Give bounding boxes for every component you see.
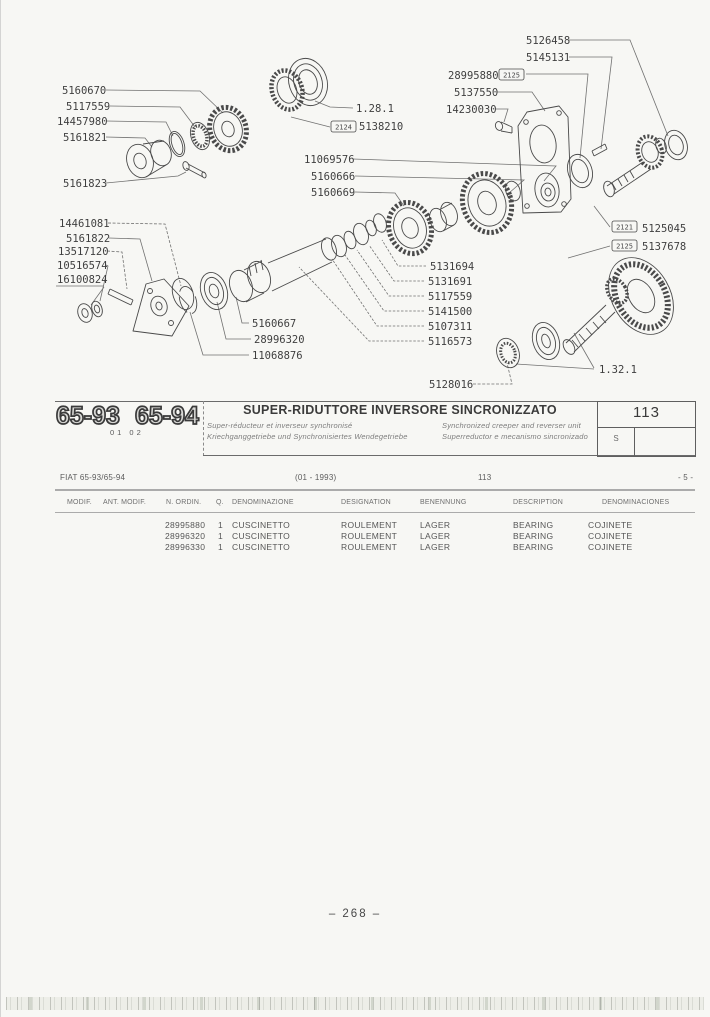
cell-denominaciones: COJINETE (588, 542, 633, 552)
part-bearing-right (661, 127, 691, 162)
col-modif: MODIF. (67, 499, 92, 506)
part-gear-small (204, 103, 252, 156)
section-subcode: 01 02 (110, 428, 144, 437)
part-roll-pin (592, 144, 607, 156)
part-label: 5107311 (428, 321, 473, 333)
part-labels (57, 35, 686, 391)
table-page-code: 113 (478, 473, 492, 482)
scan-noise-strip (6, 997, 704, 1010)
cell-description: BEARING (513, 531, 554, 541)
page-code-box-divider (634, 427, 635, 456)
ref-box-label: 2121 (616, 223, 633, 232)
ref-box-label: 2124 (335, 123, 352, 132)
subtitle-fr: Super-réducteur et inverseur synchronisé (207, 421, 353, 430)
page-number: – 268 – (328, 908, 382, 920)
part-label: 5160669 (311, 187, 356, 199)
ref-box-label: 2125 (503, 71, 520, 80)
part-label: 11068876 (252, 350, 303, 362)
sheet-number: - 5 - (678, 473, 694, 482)
part-oring-large (169, 276, 198, 313)
part-label: 13517120 (58, 246, 109, 258)
part-label: 5160666 (311, 171, 356, 183)
part-bevel-pinion (561, 275, 632, 356)
ref-box-label: 2125 (616, 242, 633, 251)
col-n-ordin: N. ORDIN. (166, 499, 202, 506)
part-bearing-main (196, 269, 232, 313)
part-label: 5145131 (526, 52, 571, 64)
part-gear-medium (382, 197, 438, 259)
part-bolt (182, 161, 207, 179)
cell-q: 1 (218, 531, 224, 541)
page-code: 113 (633, 404, 660, 421)
part-splined-hub (427, 200, 461, 234)
part-label: 5125045 (642, 223, 687, 235)
part-label: 5117559 (66, 101, 111, 113)
page-code-box (597, 401, 696, 457)
cell-n-ordin: 28995880 (165, 520, 206, 530)
table-top-rule (55, 489, 695, 491)
col-benennung: BENENNUNG (420, 499, 467, 506)
part-label: 11069576 (304, 154, 355, 166)
ratio-label: 1.32.1 (599, 364, 637, 376)
section-code-2: 65-94 (135, 402, 199, 430)
cell-denominaciones: COJINETE (588, 531, 633, 541)
part-label: 14457980 (57, 116, 108, 128)
part-label: 5161822 (66, 233, 111, 245)
part-oring-small (166, 129, 187, 158)
subtitle-es: Superreductor e mecanismo sincronizado (442, 432, 589, 441)
part-spacer-rings (329, 212, 389, 259)
col-q: Q. (216, 499, 224, 506)
part-cover-plate (518, 106, 571, 213)
page-code-box-rule (598, 427, 695, 428)
cell-denominazione: CUSCINETTO (232, 520, 291, 530)
cell-designation: ROULEMENT (341, 542, 398, 552)
exploded-parts-diagram (0, 0, 710, 398)
part-label: 5137678 (642, 241, 687, 253)
cell-benennung: LAGER (420, 542, 451, 552)
part-label: 5137550 (454, 87, 499, 99)
part-label: 5116573 (428, 336, 473, 348)
part-label: 5141500 (428, 306, 473, 318)
col-denominazione: DENOMINAZIONE (232, 499, 294, 506)
part-label: 28996320 (254, 334, 305, 346)
cell-description: BEARING (513, 520, 554, 530)
col-designation: DESIGNATION (341, 499, 391, 506)
col-denominaciones: DENOMINACIONES (602, 499, 670, 506)
cell-n-ordin: 28996330 (165, 542, 206, 552)
cell-denominazione: CUSCINETTO (232, 542, 291, 552)
part-label: 5117559 (428, 291, 473, 303)
revision-code: S (613, 434, 619, 443)
leader-lines (56, 40, 668, 384)
part-label: 14461081 (59, 218, 110, 230)
ratio-label: 1.28.1 (356, 103, 394, 115)
part-bearing-pinion (528, 319, 564, 363)
part-label: 5160670 (62, 85, 107, 97)
part-stud (108, 289, 133, 305)
cell-denominaciones: COJINETE (588, 520, 633, 530)
table-header-rule (55, 512, 695, 513)
page-title: SUPER-RIDUTTORE INVERSORE SINCRONIZZATO (243, 403, 557, 417)
part-main-shaft (226, 236, 340, 305)
cell-benennung: LAGER (420, 520, 451, 530)
cell-denominazione: CUSCINETTO (232, 531, 291, 541)
part-label: 5161821 (63, 132, 108, 144)
part-splined-shaft (602, 133, 668, 198)
part-label: 5138210 (359, 121, 404, 133)
part-label: 5131691 (428, 276, 473, 288)
cell-designation: ROULEMENT (341, 520, 398, 530)
part-label: 5161823 (63, 178, 108, 190)
part-snap-ring (176, 284, 200, 316)
part-label: 5128016 (429, 379, 474, 391)
part-label: 28995880 (448, 70, 499, 82)
part-bearing-small (493, 335, 523, 370)
part-label: 14230030 (446, 104, 497, 116)
part-label: 5131694 (430, 261, 475, 273)
part-gear-large (455, 167, 523, 239)
subtitle-de: Kriechganggetriebe und Synchronisiertes Wendegetriebe (207, 432, 408, 441)
part-label: 5160667 (252, 318, 297, 330)
cell-designation: ROULEMENT (341, 531, 398, 541)
part-label: 10516574 (57, 260, 108, 272)
col-description: DESCRIPTION (513, 499, 564, 506)
col-ant-modif: ANT. MODIF. (103, 499, 147, 506)
section-code-1: 65-93 (56, 402, 120, 430)
part-label: 16100824 (57, 274, 108, 286)
part-label: 5126458 (526, 35, 571, 47)
cell-benennung: LAGER (420, 531, 451, 541)
part-input-hub (122, 138, 174, 182)
edition-date: (01 - 1993) (295, 473, 337, 482)
cell-q: 1 (218, 520, 224, 530)
cell-n-ordin: 28996320 (165, 531, 206, 541)
cell-q: 1 (218, 542, 224, 552)
cell-description: BEARING (513, 542, 554, 552)
model-code: FIAT 65-93/65-94 (60, 473, 126, 482)
subtitle-en: Synchronized creeper and reverser unit (442, 421, 581, 430)
part-bolt-small (494, 121, 512, 133)
